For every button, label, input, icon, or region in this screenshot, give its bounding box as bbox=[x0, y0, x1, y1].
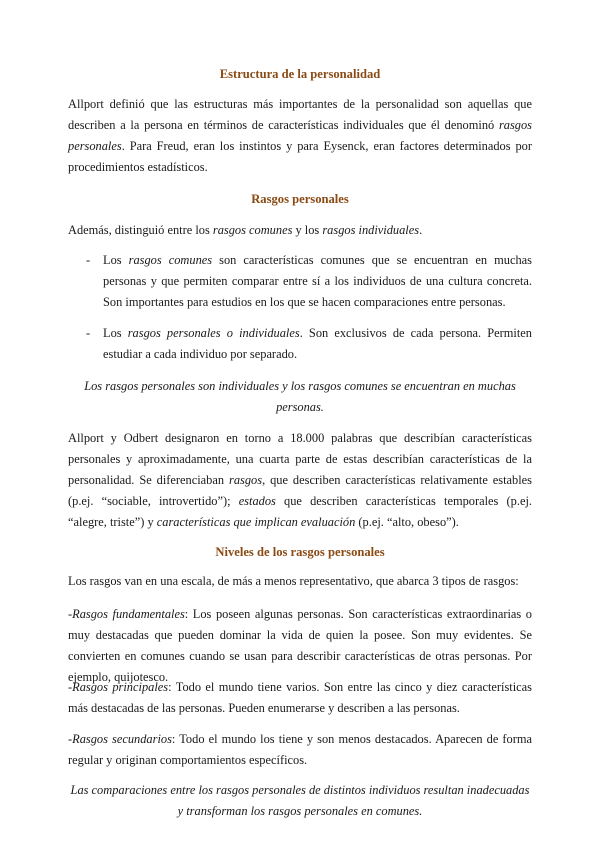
heading-rasgos-personales: Rasgos personales bbox=[251, 192, 349, 206]
paragraph-allport: Allport definió que las estructuras más importantes de la personalidad son aquellas que describen a la persona en términos de características individuales que él denominó rasgos personales. Para Freud, eran los instintos y para Eysenck, eran factores determinados por procedimientos estadísticos. bbox=[68, 97, 532, 174]
paragraph-odbert: Allport y Odbert designaron en torno a 18.000 palabras que describían características personales y aproximadamente, una cuarta parte de estas describían características de la personalidad. Se diferenciaban rasgos, que describen características relativamente estables (p.ej. “sociable, introvertido”); estados que describen características temporales (p.ej. “alegre, triste”) y características que implican evaluación (p.ej. “alto, obeso”). bbox=[68, 431, 532, 529]
quote-rasgos: Los rasgos personales son individuales y los rasgos comunes se encuentran en muchas personas. bbox=[84, 379, 516, 414]
rasgos-list bbox=[86, 250, 532, 365]
list-item: - Los rasgos personales o individuales. Son exclusivos de cada persona. Permiten estudiar a cada individuo por separado. bbox=[86, 323, 532, 365]
dash-bullet: - bbox=[86, 326, 91, 340]
paragraph-ademas: Además, distinguió entre los rasgos comunes y los rasgos individuales. bbox=[68, 223, 423, 237]
quote-comparaciones: Las comparaciones entre los rasgos personales de distintos individuos resultan inadecuadas y transforman los rasgos personales en comunes. bbox=[70, 783, 530, 818]
paragraph-secundarios: -Rasgos secundarios: Todo el mundo los tiene y son menos destacados. Aparecen de forma regular y originan comportamientos específicos. bbox=[68, 732, 532, 767]
paragraph-escala: Los rasgos van en una escala, de más a menos representativo, que abarca 3 tipos de rasgos: bbox=[68, 574, 519, 588]
dash-bullet: - bbox=[86, 253, 91, 267]
paragraph-principales: -Rasgos principales: Todo el mundo tiene varios. Son entre las cinco y diez características más destacadas de las personas. Pueden enumerarse y describen a las personas. bbox=[68, 680, 532, 715]
list-item: - Los rasgos comunes son características comunes que se encuentran en muchas personas y que permiten comparar entre sí a los individuos de una cultura concreta. Son importantes para estudios en los que se hacen comparaciones entre personas. bbox=[86, 250, 532, 313]
heading-niveles: Niveles de los rasgos personales bbox=[215, 545, 385, 559]
heading-estructura: Estructura de la personalidad bbox=[219, 67, 381, 81]
paragraph-fundamentales: -Rasgos fundamentales: Los poseen algunas personas. Son características extraordinarias o muy destacadas que pueden dominar la vida de quien la posee. Son muy evidentes. Se convierten en comunes cuando se usan para describir características de otras personas. Por ejemplo, quijotesco. bbox=[68, 607, 532, 684]
